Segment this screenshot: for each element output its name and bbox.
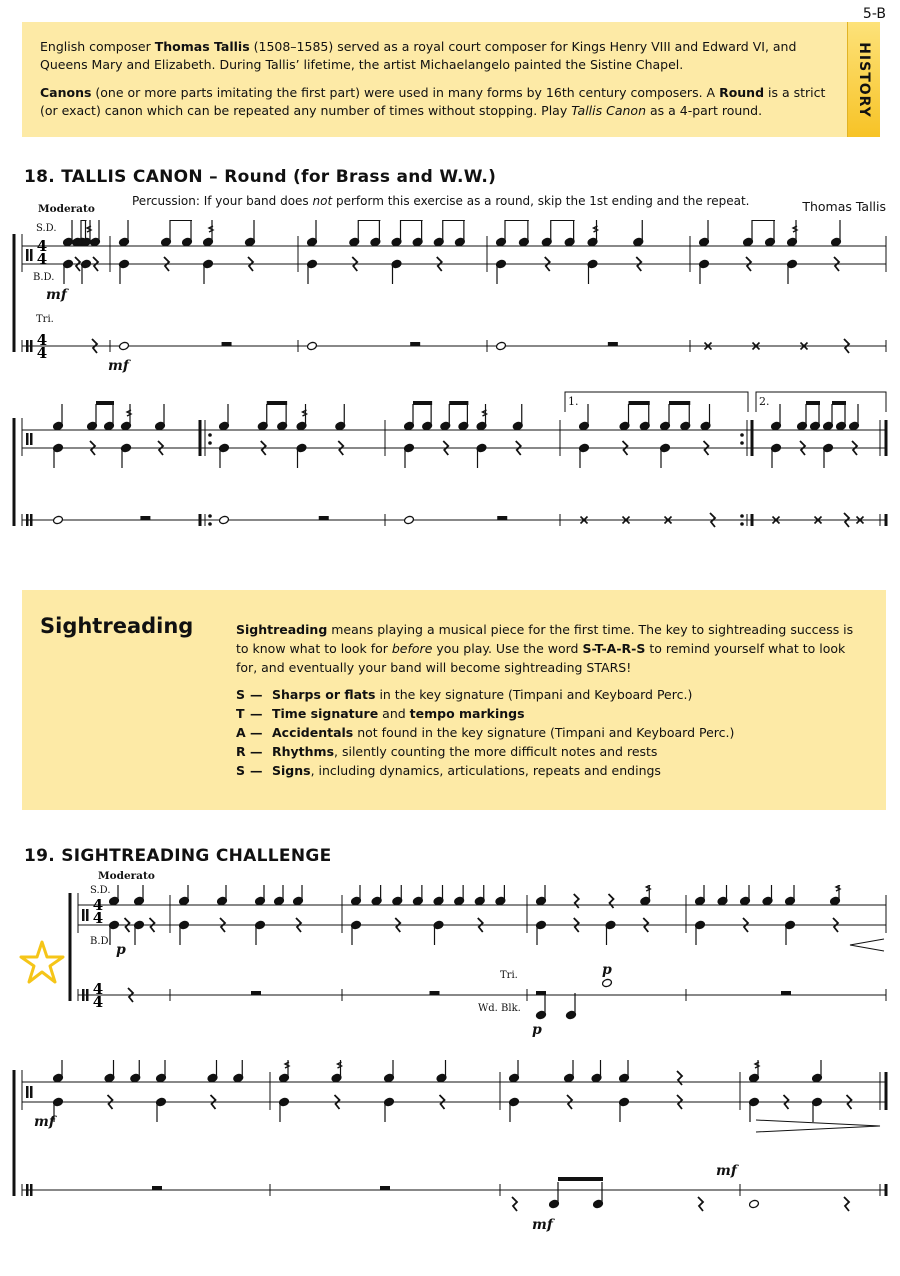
history-text [40, 38, 830, 130]
percussion-clef [26, 1086, 29, 1098]
ex18-inst-tri: Tri. [36, 314, 54, 325]
ex19-inst-bd: B.D. [90, 936, 112, 947]
half-note [749, 1199, 760, 1209]
stars-item [236, 723, 856, 742]
ex18-composer: Thomas Tallis [802, 199, 886, 214]
whole-note-diamond [53, 515, 64, 525]
percussion-clef [30, 340, 33, 352]
hairpin-decrescendo [756, 1120, 880, 1132]
time-sig-top: 4 [36, 331, 48, 349]
stars-desc: in the key signature (Timpani and Keyboard Perc.) [375, 687, 693, 702]
half-rest [251, 991, 261, 995]
ex19-dynamic-mf-2: mf [716, 1163, 737, 1179]
stars-dash: — [250, 763, 263, 778]
beam [449, 401, 468, 405]
time-sig-bottom: 4 [92, 909, 104, 927]
percussion-clef [30, 1184, 33, 1196]
half-rest [380, 1186, 390, 1190]
ex19-system-2 [0, 1060, 900, 1260]
half-rest [497, 516, 507, 520]
half-rest [608, 342, 618, 346]
history-box [22, 22, 880, 137]
sightreading-title: Sightreading [40, 614, 194, 638]
time-sig-bottom: 4 [36, 344, 48, 360]
beam [505, 220, 529, 221]
stars-item [236, 704, 856, 723]
percussion-clef [26, 340, 29, 352]
stars-text [272, 685, 692, 704]
ex18-system-2 [0, 390, 900, 550]
ex19-dynamic-mf-3: mf [532, 1217, 553, 1233]
ex18-dynamic-2: mf [108, 358, 129, 374]
half-rest [410, 342, 420, 346]
repeat-dot [208, 514, 212, 518]
stars-text [272, 723, 734, 742]
stars-dash: — [250, 725, 263, 740]
percussion-clef [30, 249, 33, 261]
time-sig-bottom: 4 [36, 250, 48, 268]
percussion-clef [30, 514, 33, 526]
ex18-ending-1-label: 1. [568, 395, 579, 408]
sightreading-box [22, 590, 886, 810]
percussion-clef [86, 989, 89, 1001]
stars-dash: — [250, 744, 263, 759]
percussion-clef [30, 1086, 33, 1098]
ending-bracket-2 [756, 392, 886, 412]
beam [752, 220, 775, 221]
whole-note-diamond [404, 515, 415, 525]
repeat-dot [208, 441, 212, 445]
beam [358, 220, 380, 221]
repeat-dot [740, 522, 744, 526]
ex19-inst-tri: Tri. [500, 970, 518, 981]
percussion-clef [86, 909, 89, 921]
whole-note-diamond [307, 341, 318, 351]
ex19-tempo: Moderato [98, 870, 155, 882]
ex18-ending-2-label: 2. [759, 395, 770, 408]
repeat-dot [740, 514, 744, 518]
stars-text [272, 704, 525, 723]
half-rest [430, 991, 440, 995]
history-paragraph-2: Canons (one or more parts imitating the first part) were used in many forms by 16th century composers. A Round is a strict (or exact) canon which can be repeated any number of times without stopping. Play Tallis Canon as a 4-part round. [40, 85, 826, 118]
beam [81, 220, 87, 221]
stars-dash: — [250, 687, 263, 702]
ex19-dynamic-p-2: p [602, 962, 612, 978]
beam [629, 401, 650, 405]
percussion-clef [26, 514, 29, 526]
stars-desc: , including dynamics, articulations, repeats and endings [310, 763, 661, 778]
beam [832, 401, 846, 405]
half-rest [222, 342, 232, 346]
beam [267, 401, 287, 405]
time-sig-top: 4 [36, 237, 48, 255]
percussion-clef [26, 249, 29, 261]
stars-term: Time signature [272, 706, 379, 721]
quarter-rest [844, 1197, 849, 1211]
stars-letter: A [236, 725, 246, 740]
history-tab [847, 22, 880, 137]
stars-item [236, 742, 856, 761]
history-paragraph-1: English composer Thomas Tallis (1508–1585) served as a royal court composer for Kings Henry VIII and Edward VI, and Queens Mary and Elizabeth. During Tallis’ lifetime, the artist Michaelangelo painted the Sistine Chapel. [40, 39, 797, 72]
ex18-system-1 [0, 220, 900, 360]
stars-desc: not found in the key signature (Timpani and Keyboard Perc.) [353, 725, 735, 740]
stars-text [272, 761, 661, 780]
repeat-dot [740, 433, 744, 437]
whole-note-diamond [219, 515, 230, 525]
time-sig-top: 4 [92, 980, 104, 998]
ending-bracket-1 [565, 392, 748, 412]
ex19-dynamic-p-3: p [532, 1022, 542, 1038]
ex18-inst-sd: S.D. [36, 223, 57, 234]
half-rest [152, 1186, 162, 1190]
beam [551, 220, 575, 221]
percussion-clef [82, 989, 85, 1001]
ex19-system-1 [0, 885, 900, 1035]
beam [96, 401, 114, 405]
page-code: 5-B [862, 6, 886, 22]
percussion-clef [26, 1184, 29, 1196]
stars-term: Sharps or flats [272, 687, 376, 702]
sightreading-body [236, 620, 856, 780]
sightreading-intro: Sightreading means playing a musical piece for the first time. The key to sightreading success is to know what to look for before you play. Use the word S-T-A-R-S to remind yourself what to look for, and eventually your band will become sightreading STARS! [236, 622, 854, 675]
whole-note-diamond [119, 341, 130, 351]
stars-dash: — [250, 706, 263, 721]
ex19-inst-wb: Wd. Blk. [478, 1003, 521, 1014]
half-rest [781, 991, 791, 995]
ex19-dynamic-p-1: p [116, 942, 126, 958]
ex18-title: 18. TALLIS CANON – Round (for Brass and W.W.) [24, 167, 497, 187]
half-rest [140, 516, 150, 520]
stars-letter: T [236, 706, 245, 721]
stars-term: Accidentals [272, 725, 354, 740]
stars-list [236, 685, 856, 780]
quarter-rest [698, 1197, 703, 1211]
repeat-dot [208, 433, 212, 437]
stars-letter: S [236, 687, 246, 702]
stars-desc: and [378, 706, 410, 721]
whole-note-diamond [496, 341, 507, 351]
beam [806, 401, 820, 405]
ex19-inst-sd: S.D. [90, 885, 111, 896]
stars-text [272, 742, 657, 761]
ex19-dynamic-mf-1: mf [34, 1114, 55, 1130]
beam [401, 220, 423, 221]
percussion-clef [26, 433, 29, 445]
stars-letter: R [236, 744, 246, 759]
beam [443, 220, 465, 221]
quarter-rest [677, 1071, 682, 1085]
ex18-dynamic-1: mf [46, 287, 67, 303]
time-sig-top: 4 [92, 896, 104, 914]
beam [413, 401, 432, 405]
ex19-title: 19. SIGHTREADING CHALLENGE [24, 846, 332, 866]
whole-note-diamond [602, 978, 613, 988]
percussion-clef [30, 433, 33, 445]
beam [669, 401, 690, 405]
stars-desc: , silently counting the more difficult notes and rests [334, 744, 658, 759]
quarter-rest [574, 894, 579, 908]
stars-item [236, 761, 856, 780]
stars-letter: S [236, 763, 246, 778]
stars-item [236, 685, 856, 704]
ex18-tempo: Moderato [38, 203, 95, 215]
stars-term: Signs [272, 763, 311, 778]
ex18-percussion-note: Percussion: If your band does not perform this exercise as a round, skip the 1st ending and the repeat. [132, 194, 750, 208]
repeat-dot [208, 522, 212, 526]
quarter-rest [609, 894, 614, 908]
stars-term: Rhythms [272, 744, 335, 759]
beam [170, 220, 192, 221]
beam [558, 1177, 603, 1181]
ex18-inst-bd: B.D. [33, 272, 55, 283]
time-sig-bottom: 4 [92, 993, 104, 1011]
quarter-rest [512, 1197, 517, 1211]
hairpin-decrescendo [850, 939, 884, 951]
repeat-dot [740, 441, 744, 445]
history-tab-label: HISTORY [856, 41, 872, 118]
percussion-clef [82, 909, 85, 921]
half-rest [319, 516, 329, 520]
stars-term: tempo markings [409, 706, 525, 721]
